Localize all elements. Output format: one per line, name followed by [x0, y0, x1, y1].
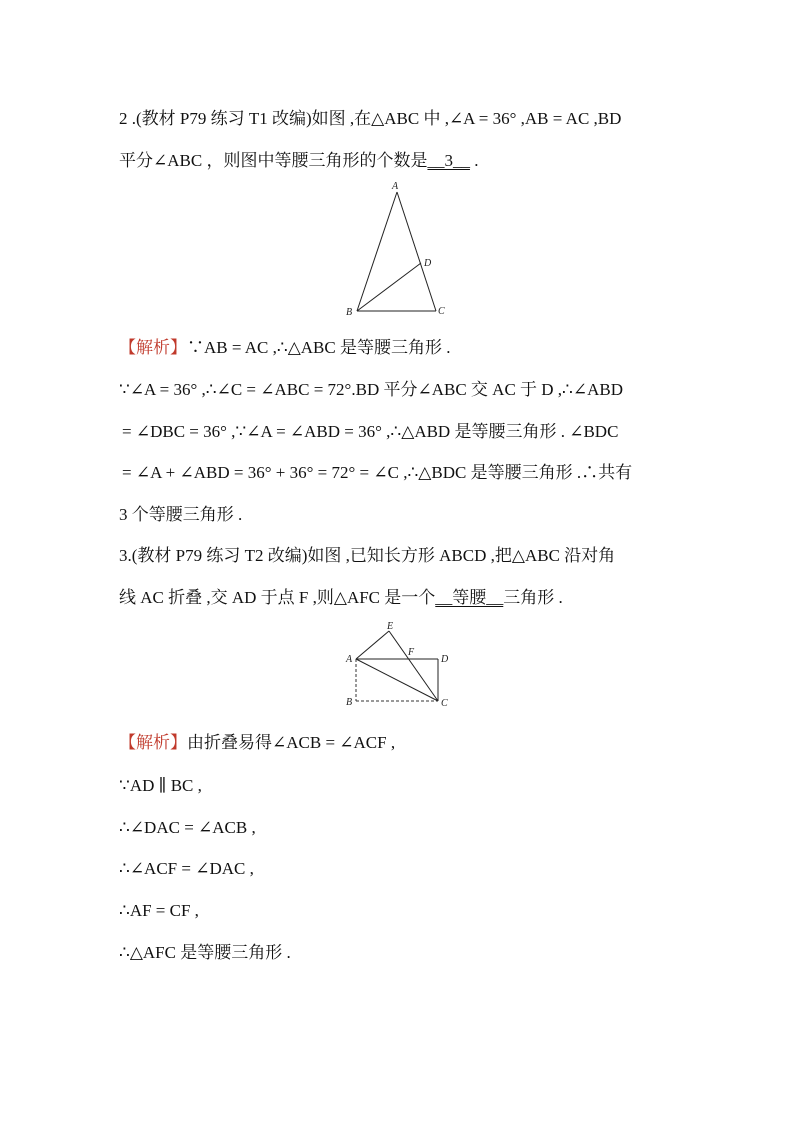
q3-text-line2-pre: 线 AC 折叠 ,交 AD 于点 F ,则△AFC 是一个 — [119, 588, 436, 607]
q3-analysis-line1-text: 由折叠易得∠ACB = ∠ACF , — [187, 733, 396, 752]
q2-text-line1: 2 .(教材 P79 练习 T1 改编)如图 ,在△ABC 中 ,∠A = 36° ,AB = AC ,BD — [119, 109, 622, 128]
q3-label-c: C — [441, 698, 448, 709]
q2-label-a: A — [392, 181, 399, 192]
q3-analysis-line3: ∴∠DAC = ∠ACB , — [119, 818, 256, 837]
q3-rectangle-fold-figure — [340, 618, 460, 710]
q2-triangle-figure — [340, 178, 460, 320]
q2-text-line2 — [119, 150, 478, 172]
q3-analysis-tag: 【解析】 — [119, 733, 187, 752]
q2-label-c: C — [438, 306, 445, 317]
q3-label-a: A — [346, 654, 353, 665]
q2-segment-bd — [357, 263, 421, 311]
q2-analysis-line3: = ∠DBC = 36° ,∵∠A = ∠ABD = 36° ,∴△ABD 是等腰三角形 . ∠BDC — [122, 422, 619, 441]
q3-text-line2 — [119, 587, 563, 609]
q3-analysis-line2: ∵AD ∥ BC , — [119, 776, 202, 795]
q3-segment-ae — [356, 631, 389, 659]
q2-text-line2-pre: 平分∠ABC ，则图中等腰三角形的个数是 — [119, 151, 428, 170]
q3-analysis-line6: ∴△AFC 是等腰三角形 . — [119, 943, 291, 962]
q2-analysis-line2: ∵∠A = 36° ,∴∠C = ∠ABC = 72°.BD 平分∠ABC 交 AC 于 D ,∴∠ABD — [119, 380, 624, 399]
q2-analysis-line1-text: ∵AB = AC ,∴△ABC 是等腰三角形 . — [187, 338, 451, 357]
q3-label-b: B — [346, 697, 353, 708]
q2-analysis-line4: = ∠A + ∠ABD = 36° + 36° = 72° = ∠C ,∴△BDC 是等腰三角形 .∴共有 — [122, 463, 633, 482]
q2-label-d: D — [424, 258, 432, 269]
q3-analysis-line1 — [119, 732, 395, 754]
q2-answer-blank: __3__ — [427, 151, 470, 170]
q3-text-line1: 3.(教材 P79 练习 T2 改编)如图 ,已知长方形 ABCD ,把△ABC 沿对角 — [119, 546, 616, 565]
q3-label-e: E — [387, 621, 394, 632]
q3-segment-ac — [356, 659, 438, 701]
q2-label-b: B — [346, 307, 353, 318]
q2-triangle-lines — [357, 192, 436, 311]
q2-segment-ab — [357, 192, 397, 311]
q2-analysis-line1 — [119, 337, 450, 359]
q2-segment-ac — [397, 192, 436, 311]
q3-label-d: D — [441, 654, 449, 665]
q3-text-line2-post: 三角形 . — [503, 588, 563, 607]
q2-text-line2-post: . — [469, 151, 479, 170]
q2-analysis-line5: 3 个等腰三角形 . — [119, 505, 243, 524]
q3-analysis-line4: ∴∠ACF = ∠DAC , — [119, 859, 254, 878]
q3-answer-blank: __等腰__ — [435, 588, 504, 607]
q3-segment-ec — [389, 631, 438, 701]
q3-analysis-line5: ∴AF = CF , — [119, 901, 199, 920]
q3-label-f: F — [408, 647, 415, 658]
q2-analysis-tag: 【解析】 — [119, 338, 187, 357]
